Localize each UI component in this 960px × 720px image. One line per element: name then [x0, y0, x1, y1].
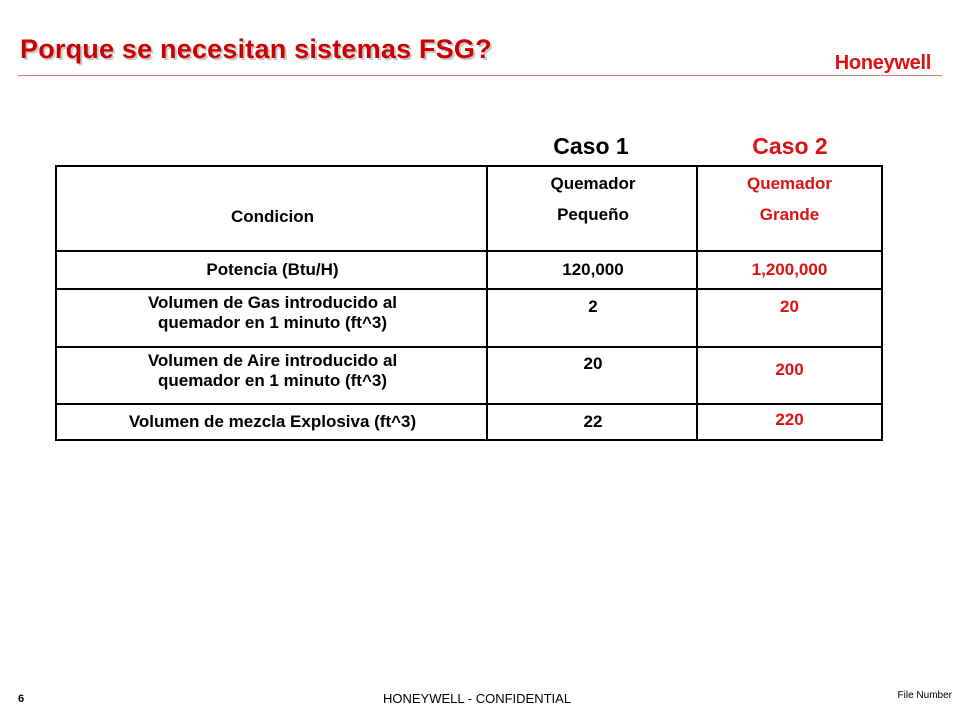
row-potencia-label: Potencia (Btu/H): [206, 260, 339, 279]
confidential-notice: HONEYWELL - CONFIDENTIAL: [383, 691, 572, 706]
row-gas-label-line1: Volumen de Gas introducido al: [147, 293, 398, 312]
row-divider: [57, 346, 881, 348]
comparison-table: [55, 165, 883, 441]
title-divider: [18, 75, 942, 76]
row-aire-label-line1: Volumen de Aire introducido al: [147, 351, 398, 370]
row-mezcla-case1: 22: [583, 412, 603, 431]
header-case1: [488, 174, 698, 225]
page-number: 6: [18, 693, 25, 705]
row-divider: [57, 250, 881, 252]
row-aire-label: [57, 351, 488, 391]
row-gas-label: [57, 293, 488, 333]
header-case2-line2: Grande: [759, 205, 820, 224]
row-gas-case1: 2: [588, 297, 598, 316]
row-mezcla-case2: 220: [775, 410, 804, 429]
row-divider: [57, 403, 881, 405]
row-potencia-case1: 120,000: [562, 260, 624, 279]
row-aire-case2: 200: [775, 360, 804, 379]
header-condition: Condicion: [230, 207, 315, 226]
row-aire-case1: 20: [583, 354, 603, 373]
honeywell-logo: Honeywell: [834, 52, 931, 74]
row-aire-label-line2: quemador en 1 minuto (ft^3): [157, 371, 388, 390]
case-1-heading: Caso 1: [553, 133, 629, 159]
header-case2: [698, 174, 881, 225]
row-mezcla-label: Volumen de mezcla Explosiva (ft^3): [128, 412, 417, 431]
header-case1-line2: Pequeño: [557, 205, 629, 224]
header-case1-line1: Quemador: [550, 174, 636, 193]
row-potencia-case2: 1,200,000: [751, 260, 828, 279]
case-2-heading: Caso 2: [752, 133, 828, 159]
file-number: File Number: [897, 690, 952, 701]
slide-title: Porque se necesitan sistemas FSG?: [20, 34, 492, 64]
row-gas-case2: 20: [780, 297, 799, 316]
row-divider: [57, 288, 881, 290]
header-case2-line1: Quemador: [746, 174, 833, 193]
row-gas-label-line2: quemador en 1 minuto (ft^3): [157, 313, 388, 332]
